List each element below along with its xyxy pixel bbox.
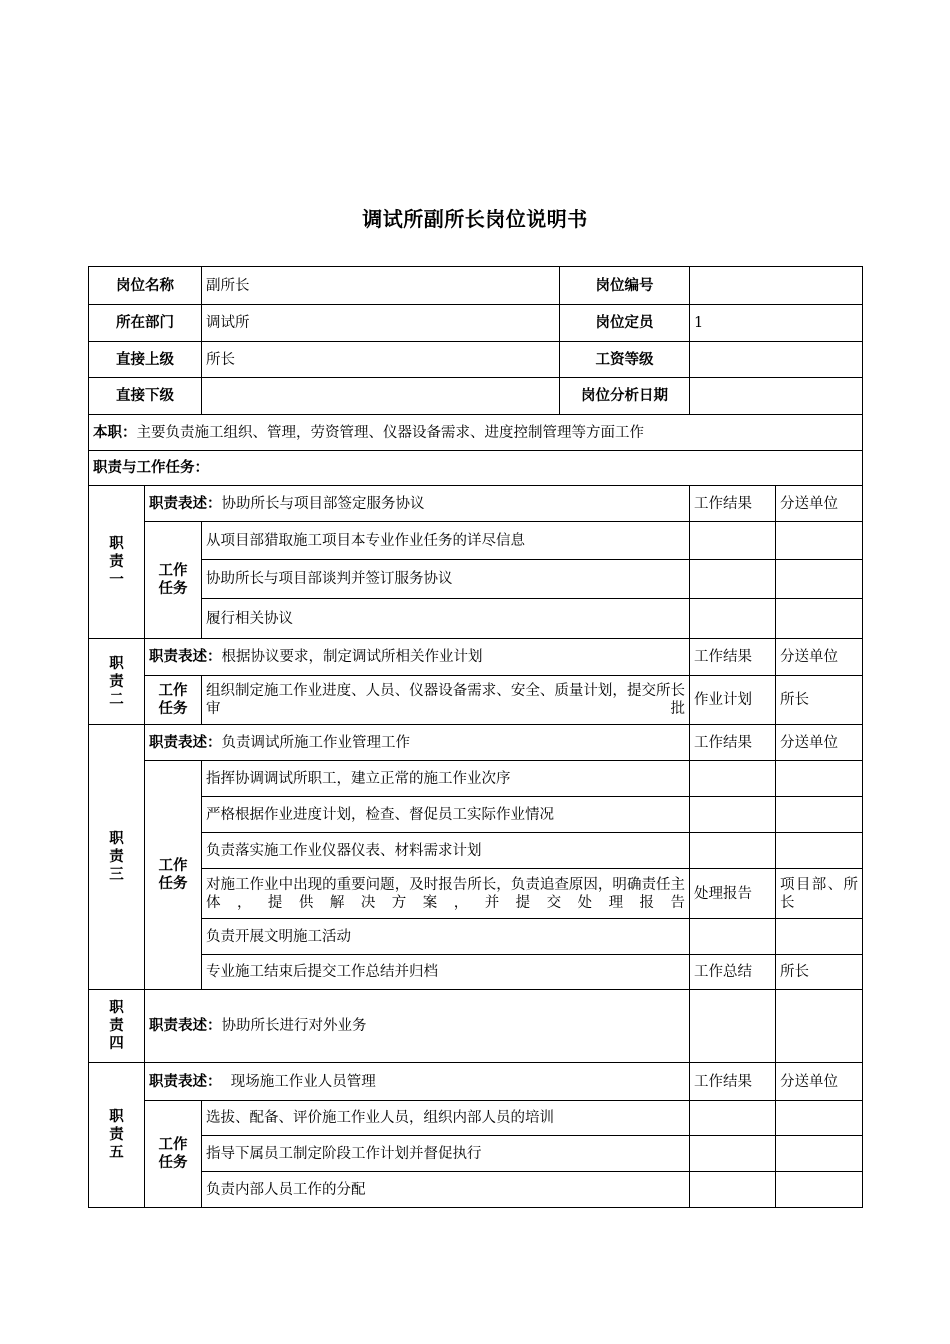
table-row — [89, 955, 863, 990]
task-dest — [776, 797, 863, 833]
task-result — [690, 522, 776, 560]
duty-cell — [89, 415, 863, 451]
table-row — [89, 869, 863, 919]
duty-text: 主要负责施工组织、管理，劳资管理、仪器设备需求、进度控制管理等方面工作 — [136, 424, 644, 441]
resp-3-task-label: 工作 任务 — [145, 761, 202, 990]
resp-2-result-header: 工作结果 — [690, 639, 776, 676]
task-dest — [776, 1172, 863, 1208]
job-description-table — [88, 266, 863, 1208]
table-row — [89, 1172, 863, 1208]
task-text: 负责落实施工作业仪器仪表、材料需求计划 — [202, 833, 690, 869]
analysis-date-label: 岗位分析日期 — [560, 378, 690, 415]
basic-row-2 — [89, 305, 863, 342]
resp-5-dest-header: 分送单位 — [776, 1063, 863, 1101]
task-text: 指导下属员工制定阶段工作计划并督促执行 — [202, 1136, 690, 1172]
task-result — [690, 1136, 776, 1172]
table-row — [89, 1136, 863, 1172]
section-heading: 职责与工作任务： — [89, 451, 863, 486]
resp-1-label: 职 责 一 — [89, 486, 145, 639]
task-result — [690, 919, 776, 955]
basic-row-3 — [89, 342, 863, 378]
task-text: 专业施工结束后提交工作总结并归档 — [202, 955, 690, 990]
resp-2-task-label: 工作 任务 — [145, 676, 202, 725]
headcount-label: 岗位定员 — [560, 305, 690, 342]
salary-grade-label: 工资等级 — [560, 342, 690, 378]
task-result — [690, 761, 776, 797]
subordinate-value — [202, 378, 560, 415]
basic-row-1 — [89, 267, 863, 305]
resp-4-desc-row — [89, 990, 863, 1063]
resp-2-label: 职 责 二 — [89, 639, 145, 725]
resp-3-result-header: 工作结果 — [690, 725, 776, 761]
task-text: 从项目部猎取施工项目本专业作业任务的详尽信息 — [202, 522, 690, 560]
analysis-date-value — [690, 378, 863, 415]
resp-5-desc-row — [89, 1063, 863, 1101]
task-dest — [776, 833, 863, 869]
task-text: 组织制定施工作业进度、人员、仪器设备需求、安全、质量计划，提交所长审批 — [202, 676, 690, 725]
resp-5-task-label: 工作 任务 — [145, 1101, 202, 1208]
resp-2-desc-row — [89, 639, 863, 676]
table-row — [89, 522, 863, 560]
task-result — [690, 560, 776, 599]
task-result — [690, 833, 776, 869]
task-dest — [776, 1101, 863, 1136]
superior-label: 直接上级 — [89, 342, 202, 378]
table-row — [89, 560, 863, 599]
task-dest: 所长 — [776, 676, 863, 725]
page-title: 调试所副所长岗位说明书 — [362, 207, 588, 231]
resp-4-description: 职责表述：协助所长进行对外业务 — [145, 990, 690, 1063]
task-dest — [776, 599, 863, 639]
table-row — [89, 919, 863, 955]
salary-grade-value — [690, 342, 863, 378]
task-text: 履行相关协议 — [202, 599, 690, 639]
resp-5-label: 职 责 五 — [89, 1063, 145, 1208]
resp-1-task-label: 工作 任务 — [145, 522, 202, 639]
task-text: 选拔、配备、评价施工作业人员，组织内部人员的培训 — [202, 1101, 690, 1136]
duty-row — [89, 415, 863, 451]
department-label: 所在部门 — [89, 305, 202, 342]
basic-row-4 — [89, 378, 863, 415]
resp-2-description: 职责表述：根据协议要求，制定调试所相关作业计划 — [145, 639, 690, 676]
task-result — [690, 1101, 776, 1136]
position-name-value: 副所长 — [202, 267, 560, 305]
resp-5-result-header: 工作结果 — [690, 1063, 776, 1101]
task-dest — [776, 522, 863, 560]
task-dest — [776, 761, 863, 797]
task-result: 作业计划 — [690, 676, 776, 725]
resp-5-description: 职责表述： 现场施工作业人员管理 — [145, 1063, 690, 1101]
task-dest: 项目部、所长 — [776, 869, 863, 919]
resp-4-dest — [776, 990, 863, 1063]
table-row — [89, 599, 863, 639]
task-result: 工作总结 — [690, 955, 776, 990]
task-text: 负责开展文明施工活动 — [202, 919, 690, 955]
superior-value: 所长 — [202, 342, 560, 378]
resp-1-dest-header: 分送单位 — [776, 486, 863, 522]
task-text: 指挥协调调试所职工，建立正常的施工作业次序 — [202, 761, 690, 797]
task-dest — [776, 1136, 863, 1172]
task-result — [690, 599, 776, 639]
subordinate-label: 直接下级 — [89, 378, 202, 415]
resp-3-desc-row — [89, 725, 863, 761]
task-text: 严格根据作业进度计划，检查、督促员工实际作业情况 — [202, 797, 690, 833]
task-dest — [776, 560, 863, 599]
position-code-value — [690, 267, 863, 305]
section-heading-row — [89, 451, 863, 486]
position-name-label: 岗位名称 — [89, 267, 202, 305]
headcount-value: 1 — [690, 305, 863, 342]
resp-3-label: 职 责 三 — [89, 725, 145, 990]
task-result — [690, 797, 776, 833]
table-row — [89, 676, 863, 725]
department-value: 调试所 — [202, 305, 560, 342]
table-row — [89, 797, 863, 833]
duty-label: 本职： — [93, 424, 137, 441]
position-code-label: 岗位编号 — [560, 267, 690, 305]
resp-4-label: 职 责 四 — [89, 990, 145, 1063]
task-text: 对施工作业中出现的重要问题，及时报告所长，负责追查原因，明确责任主体，提供解决方案，并提交处理报告 — [202, 869, 690, 919]
resp-1-result-header: 工作结果 — [690, 486, 776, 522]
table-row — [89, 761, 863, 797]
task-text: 协助所长与项目部谈判并签订服务协议 — [202, 560, 690, 599]
resp-4-result — [690, 990, 776, 1063]
task-result — [690, 1172, 776, 1208]
task-dest — [776, 919, 863, 955]
resp-3-description: 职责表述：负责调试所施工作业管理工作 — [145, 725, 690, 761]
table-row — [89, 1101, 863, 1136]
table-row — [89, 833, 863, 869]
task-result: 处理报告 — [690, 869, 776, 919]
resp-2-dest-header: 分送单位 — [776, 639, 863, 676]
task-text: 负责内部人员工作的分配 — [202, 1172, 690, 1208]
resp-3-dest-header: 分送单位 — [776, 725, 863, 761]
task-dest: 所长 — [776, 955, 863, 990]
resp-1-desc-row — [89, 486, 863, 522]
resp-1-description: 职责表述：协助所长与项目部签定服务协议 — [145, 486, 690, 522]
